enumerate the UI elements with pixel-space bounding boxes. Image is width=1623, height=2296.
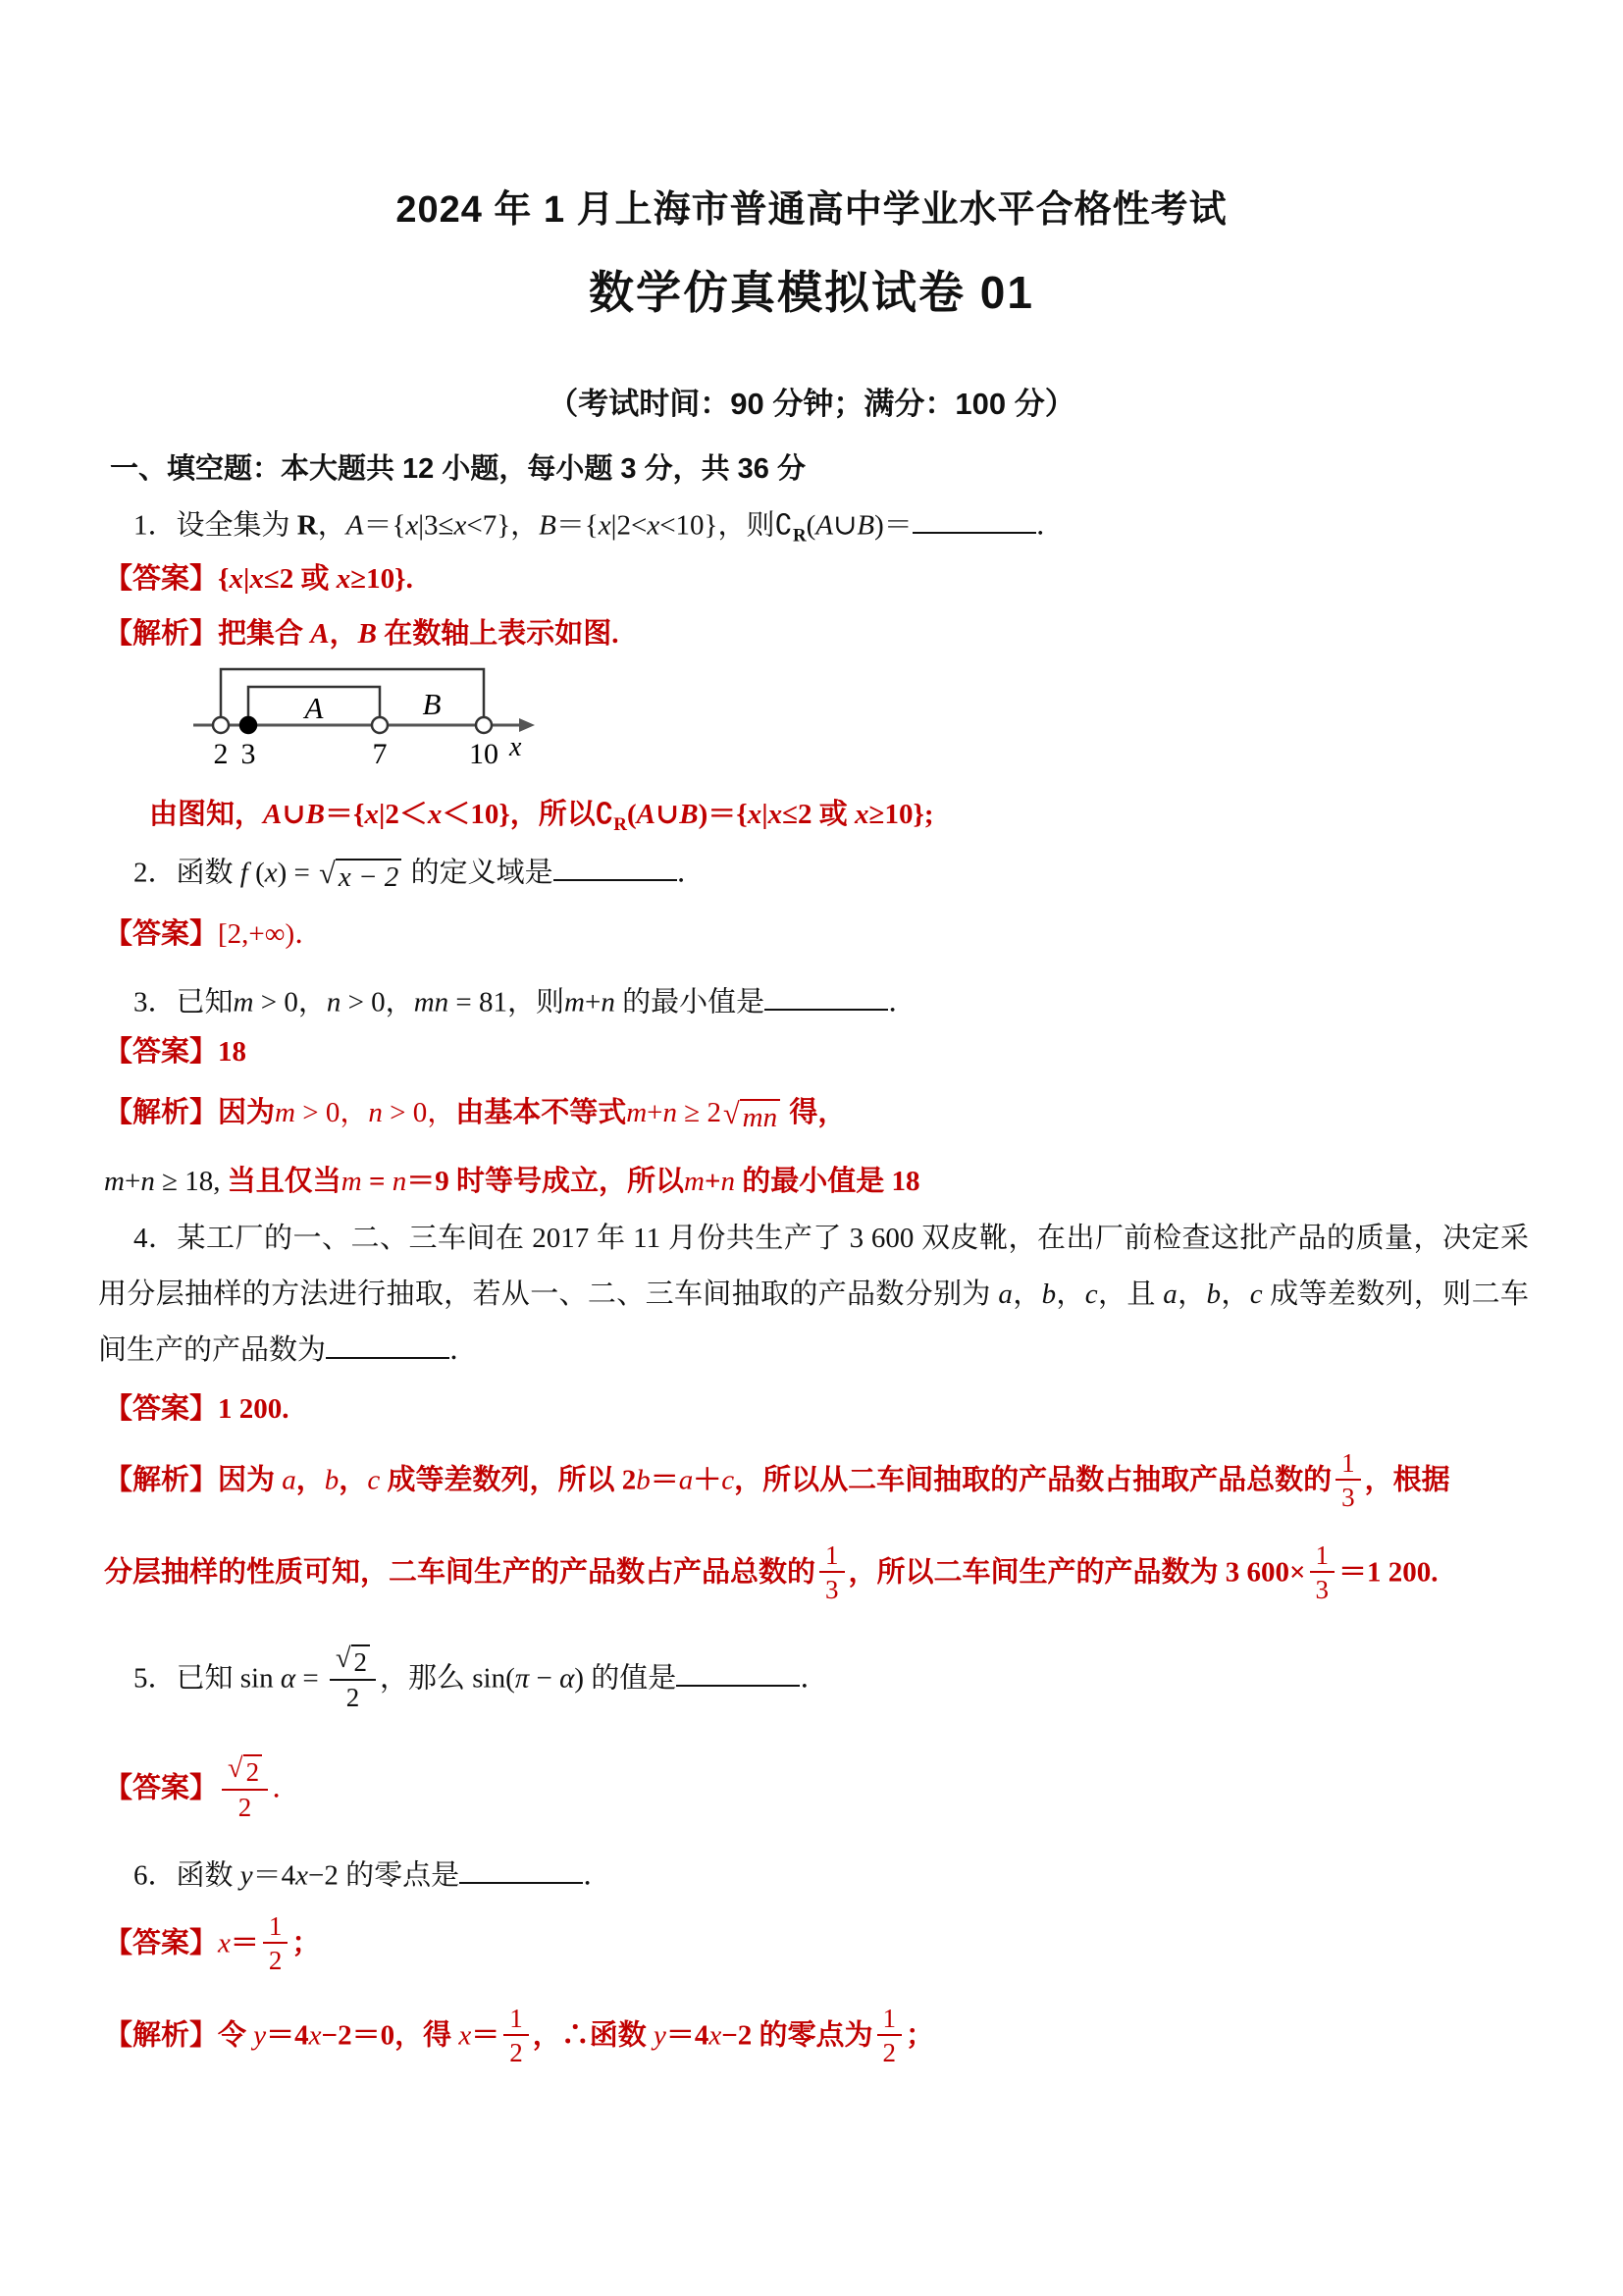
text-run: ＝4: [252, 1859, 296, 1892]
text-run: ＝: [650, 1464, 679, 1496]
text-run: ＋: [693, 1464, 722, 1496]
text-run: (: [806, 509, 816, 542]
text-run: x: [295, 1859, 309, 1892]
text-run: x: [308, 2019, 322, 2052]
solution-4-line-2: [104, 1542, 1439, 1606]
text-run: n: [662, 1097, 678, 1128]
text-run: m: [340, 1166, 362, 1197]
blank-underline: [459, 1852, 583, 1884]
text-run: 【解析】: [104, 1097, 219, 1128]
axis-label-x: x: [509, 732, 522, 762]
text-run: 18: [218, 1036, 247, 1068]
text-run: ；: [906, 2019, 935, 2052]
text-run: y: [253, 2019, 267, 2052]
blank-underline: [764, 979, 888, 1011]
text-run: m: [104, 1166, 125, 1197]
text-run: B: [539, 509, 556, 542]
text-run: a: [1163, 1278, 1178, 1310]
text-run: −2 的零点是: [308, 1859, 460, 1892]
text-run: [1310, 1540, 1335, 1604]
solution-3-line-1: [104, 1093, 846, 1135]
text-run: x: [264, 857, 278, 889]
text-run: [819, 1540, 845, 1604]
radicand: 2: [351, 1644, 371, 1678]
text-run: |: [242, 563, 250, 595]
text-run: [2,+∞)．: [218, 918, 324, 950]
text-run: n: [326, 986, 341, 1018]
solution-6: [104, 2006, 934, 2069]
axis-arrow-icon: [519, 718, 535, 732]
open-point-7: [372, 717, 388, 733]
text-run: A: [310, 618, 330, 650]
question-3: [133, 979, 916, 1021]
text-run: =: [361, 1166, 393, 1197]
text-run: ≤2 或: [263, 563, 337, 595]
text-run: ．: [449, 1334, 479, 1366]
text-run: ，: [1177, 1278, 1207, 1310]
text-run: y: [653, 2019, 666, 2052]
text-run: > 0，: [340, 986, 414, 1018]
text-run: +: [647, 1097, 663, 1128]
text-run: x: [598, 509, 611, 542]
text-run: ＝: [471, 2019, 500, 2052]
text-run: > 0，: [253, 986, 327, 1018]
text-run: B: [679, 799, 699, 830]
text-run: 因为: [218, 1464, 283, 1496]
text-run: ＝4: [266, 2019, 309, 2052]
text-run: ＝: [230, 1927, 259, 1959]
text-run: ≥10}.: [350, 563, 413, 595]
text-run: B: [857, 509, 875, 542]
text-run: (: [247, 857, 265, 889]
text-run: x: [767, 799, 783, 830]
text-run: ，所以从二车间抽取的产品数占抽取产品总数的: [734, 1464, 1333, 1496]
text-run: )＝{: [698, 799, 748, 830]
text-run: 1．设全集为: [133, 509, 297, 542]
text-run: 【答案】: [104, 1772, 219, 1804]
text-run: 成等差数列，所以 2: [380, 1464, 637, 1496]
fraction-denominator: 2: [509, 2038, 523, 2068]
text-run: =: [295, 1662, 326, 1695]
answer-1: [104, 559, 413, 599]
blank-underline: [326, 1328, 449, 1359]
text-run: ≤2 或: [782, 799, 856, 830]
text-run: ＝1 200.: [1338, 1556, 1439, 1589]
text-run: a: [282, 1464, 296, 1496]
text-run: B: [305, 799, 326, 830]
tick-label-2: 2: [213, 738, 229, 770]
text-run: ) =: [277, 857, 318, 889]
section-1-header: 一、填空题：本大题共 12 小题，每小题 3 分，共 36 分: [110, 453, 806, 485]
closed-point-3: [240, 717, 256, 733]
text-run: 【解析】: [104, 2019, 219, 2052]
text-run: ，且: [1097, 1278, 1164, 1310]
text-run: = 81，则: [448, 986, 564, 1018]
solution-1-conclusion: [149, 795, 934, 845]
fraction-denominator: 2: [237, 1793, 252, 1823]
text-run: R: [792, 525, 807, 547]
text-run: x: [427, 799, 443, 830]
text-run: c: [1249, 1278, 1263, 1310]
open-point-2: [213, 717, 229, 733]
text-run: ) 的值是: [574, 1662, 677, 1695]
fraction-numerator: 1: [503, 2004, 529, 2036]
tick-label-3: 3: [240, 738, 256, 770]
text-run: 在数轴上表示如图.: [376, 618, 619, 650]
solution-4-line-1: [104, 1450, 1450, 1514]
text-run: ≥ 18,: [154, 1166, 228, 1197]
text-run: ＝{: [363, 509, 406, 542]
text-run: [503, 2004, 529, 2067]
radicand: 2: [243, 1754, 263, 1788]
text-run: 【答案】: [104, 1393, 219, 1425]
text-run: a: [998, 1278, 1013, 1310]
radical-sign-icon: √: [335, 1644, 351, 1674]
text-run: ，: [295, 1464, 325, 1496]
text-run: A: [815, 509, 834, 542]
text-run: ∪: [833, 509, 858, 542]
text-run: +: [584, 986, 602, 1018]
text-run: ，: [329, 618, 358, 650]
text-run: ，: [317, 509, 346, 542]
solution-1: [104, 614, 619, 653]
text-run: 【解析】: [104, 1464, 219, 1496]
text-run: c: [1084, 1278, 1098, 1310]
question-6: [133, 1852, 611, 1895]
text-run: x: [747, 799, 762, 830]
text-run: ．: [800, 1662, 829, 1695]
exam-title: 2024 年 1 月上海市普通高中学业水平合格性考试: [395, 189, 1228, 231]
text-run: ，∴函数: [532, 2019, 654, 2052]
set-b-label: B: [422, 687, 442, 721]
text-run: ；: [291, 1927, 321, 1959]
text-run: +: [124, 1166, 141, 1197]
text-run: ≥10};: [868, 799, 934, 830]
answer-2: [104, 914, 323, 954]
fraction-denominator: 2: [345, 1683, 360, 1713]
blank-underline: [553, 850, 677, 881]
answer-4: [104, 1389, 289, 1429]
text-run: m: [233, 986, 254, 1018]
text-run: ＝{: [325, 799, 365, 830]
text-run: b: [1206, 1278, 1221, 1310]
answer-5: [104, 1753, 301, 1825]
text-run: 因为: [218, 1097, 276, 1128]
text-run: m: [564, 986, 585, 1018]
text-run: 得，: [782, 1097, 847, 1128]
fraction-numerator: 1: [1335, 1448, 1361, 1481]
text-run: m: [684, 1166, 705, 1197]
text-run: 2．函数: [133, 857, 240, 889]
text-run: ．: [676, 857, 706, 889]
fraction-denominator: 3: [825, 1575, 839, 1605]
text-run: ＜10}，所以∁: [442, 799, 614, 830]
text-run: x: [229, 563, 243, 595]
text-run: (: [626, 799, 637, 830]
text-run: b: [636, 1464, 651, 1496]
text-run: R: [296, 509, 318, 542]
text-run: −: [529, 1662, 560, 1695]
text-run: n: [601, 986, 615, 1018]
text-run: c: [721, 1464, 735, 1496]
text-run: x: [458, 2019, 472, 2052]
text-run: ∪: [282, 799, 306, 830]
number-line-figure: [189, 652, 543, 784]
text-run: A: [263, 799, 283, 830]
exam-info: （考试时间：90 分钟；满分：100 分）: [548, 387, 1075, 421]
text-run: m: [275, 1097, 295, 1128]
text-run: −2 的零点为: [721, 2019, 873, 2052]
text-run: 把集合: [218, 618, 311, 650]
text-run: 3．已知: [133, 986, 234, 1018]
text-run: ，所以二车间生产的产品数为 3 600×: [848, 1556, 1306, 1589]
text-run: [1335, 1448, 1361, 1512]
text-run: ∪: [654, 799, 680, 830]
text-run: n: [368, 1097, 383, 1128]
fraction-denominator: 3: [1341, 1483, 1355, 1513]
text-run: A: [345, 509, 364, 542]
answer-6: [104, 1913, 320, 1977]
text-run: 当且仅当: [227, 1166, 341, 1197]
solution-3-line-2: [104, 1162, 920, 1201]
text-run: [330, 1644, 376, 1713]
radical-sign-icon: √: [228, 1753, 243, 1784]
text-run: A: [636, 799, 655, 830]
text-run: b: [1041, 1278, 1057, 1310]
fraction-denominator: 2: [268, 1946, 283, 1976]
set-b-bracket: [221, 669, 484, 725]
text-run: B: [357, 618, 377, 650]
radical-sign-icon: √: [319, 857, 336, 891]
text-run: f: [239, 857, 248, 889]
text-run: 的最小值是 18: [734, 1166, 920, 1197]
fraction-numerator: [222, 1754, 268, 1791]
text-run: 由基本不等式: [455, 1097, 627, 1128]
text-run: n: [392, 1166, 407, 1197]
text-run: [263, 1911, 288, 1975]
text-run: [319, 859, 401, 895]
text-run: 【答案】: [104, 1927, 219, 1959]
radicand: x − 2: [336, 859, 401, 895]
text-run: 的定义域是: [403, 857, 553, 889]
text-run: x: [708, 2019, 722, 2052]
open-point-10: [476, 717, 492, 733]
text-run: ，: [339, 1464, 368, 1496]
text-run: 5．已知 sin: [133, 1662, 281, 1695]
answer-3: [104, 1032, 246, 1071]
text-run: <7}，: [466, 509, 540, 542]
text-run: +: [704, 1166, 721, 1197]
text-run: n: [720, 1166, 735, 1197]
question-2: [133, 850, 706, 895]
text-run: 【答案】: [104, 918, 219, 950]
tick-label-7: 7: [372, 738, 388, 770]
text-run: ，那么 sin(: [380, 1662, 515, 1695]
text-run: π: [514, 1662, 530, 1695]
question-4: [98, 1211, 1529, 1379]
text-run: 的最小值是: [614, 986, 765, 1018]
text-run: ，: [1220, 1278, 1250, 1310]
paper-title: 数学仿真模拟试卷 01: [589, 267, 1034, 318]
text-run: y: [239, 1859, 253, 1892]
text-run: {: [218, 563, 230, 595]
text-run: R: [613, 814, 627, 835]
text-run: α: [280, 1662, 296, 1695]
blank-underline: [913, 502, 1036, 534]
text-run: 4．某工厂的一、二、三车间在 2017 年 11 月份共生产了 3 600 双皮靴，在出厂前检查这批产品的质量，决定采用分层抽样的方法进行抽取，若从一、二、三车间抽取的产品数分别为: [98, 1223, 1529, 1310]
fraction-denominator: 3: [1315, 1575, 1330, 1605]
text-run: x: [453, 509, 467, 542]
radicand: mn: [740, 1099, 780, 1135]
text-run: 6．函数: [133, 1859, 240, 1892]
text-run: x: [647, 509, 660, 542]
text-run: ＝9 时等号成立，所以: [406, 1166, 684, 1197]
text-run: |2<: [610, 509, 648, 542]
text-run: ，根据: [1364, 1464, 1450, 1496]
blank-underline: [676, 1655, 800, 1687]
text-run: <10}，则∁: [659, 509, 793, 542]
text-run: a: [678, 1464, 694, 1496]
text-run: x: [336, 563, 351, 595]
text-run: x: [855, 799, 869, 830]
text-run: 成等差数列，则二车间生产的产品数为: [98, 1278, 1529, 1366]
text-run: ＝4: [665, 2019, 709, 2052]
text-run: )＝: [874, 509, 913, 542]
text-run: c: [367, 1464, 381, 1496]
fraction-numerator: 1: [1310, 1540, 1335, 1573]
text-run: |2＜: [378, 799, 428, 830]
text-run: x: [364, 799, 379, 830]
text-run: 分层抽样的性质可知，二车间生产的产品数占产品总数的: [104, 1556, 816, 1589]
text-run: x: [405, 509, 419, 542]
fraction-denominator: 2: [882, 2038, 897, 2068]
text-run: ＝{: [555, 509, 599, 542]
text-run: [222, 1754, 268, 1823]
fraction-numerator: 1: [819, 1540, 845, 1573]
tick-label-10: 10: [469, 738, 498, 770]
text-run: n: [140, 1166, 155, 1197]
text-run: [723, 1099, 780, 1135]
text-run: 由图知，: [149, 799, 264, 830]
text-run: mn: [413, 986, 449, 1018]
text-run: > 0，: [382, 1097, 456, 1128]
text-run: −2＝0，得: [321, 2019, 459, 2052]
text-run: 1 200.: [218, 1393, 289, 1425]
question-5: [133, 1646, 828, 1715]
fraction-numerator: 1: [877, 2004, 903, 2036]
fraction-numerator: [330, 1644, 376, 1681]
text-run: [877, 2004, 903, 2067]
text-run: |3≤: [418, 509, 454, 542]
text-run: ．: [272, 1772, 301, 1804]
text-run: ≥ 2: [677, 1097, 721, 1128]
text-run: > 0，: [294, 1097, 369, 1128]
text-run: ，: [1056, 1278, 1085, 1310]
text-run: 【答案】: [104, 1036, 219, 1068]
text-run: ．: [888, 986, 917, 1018]
text-run: x: [249, 563, 264, 595]
text-run: α: [559, 1662, 575, 1695]
fraction-numerator: 1: [263, 1911, 288, 1944]
text-run: 【答案】: [104, 563, 219, 595]
radical-sign-icon: √: [722, 1097, 740, 1130]
text-run: b: [324, 1464, 340, 1496]
text-run: 【解析】: [104, 618, 219, 650]
text-run: ．: [1035, 509, 1065, 542]
text-run: ．: [583, 1859, 612, 1892]
text-run: x: [218, 1927, 231, 1959]
text-run: ，: [1012, 1278, 1042, 1310]
text-run: |: [761, 799, 768, 830]
question-1: [133, 502, 1065, 555]
text-run: 令: [218, 2019, 254, 2052]
text-run: m: [626, 1097, 648, 1128]
set-a-label: A: [304, 691, 324, 725]
